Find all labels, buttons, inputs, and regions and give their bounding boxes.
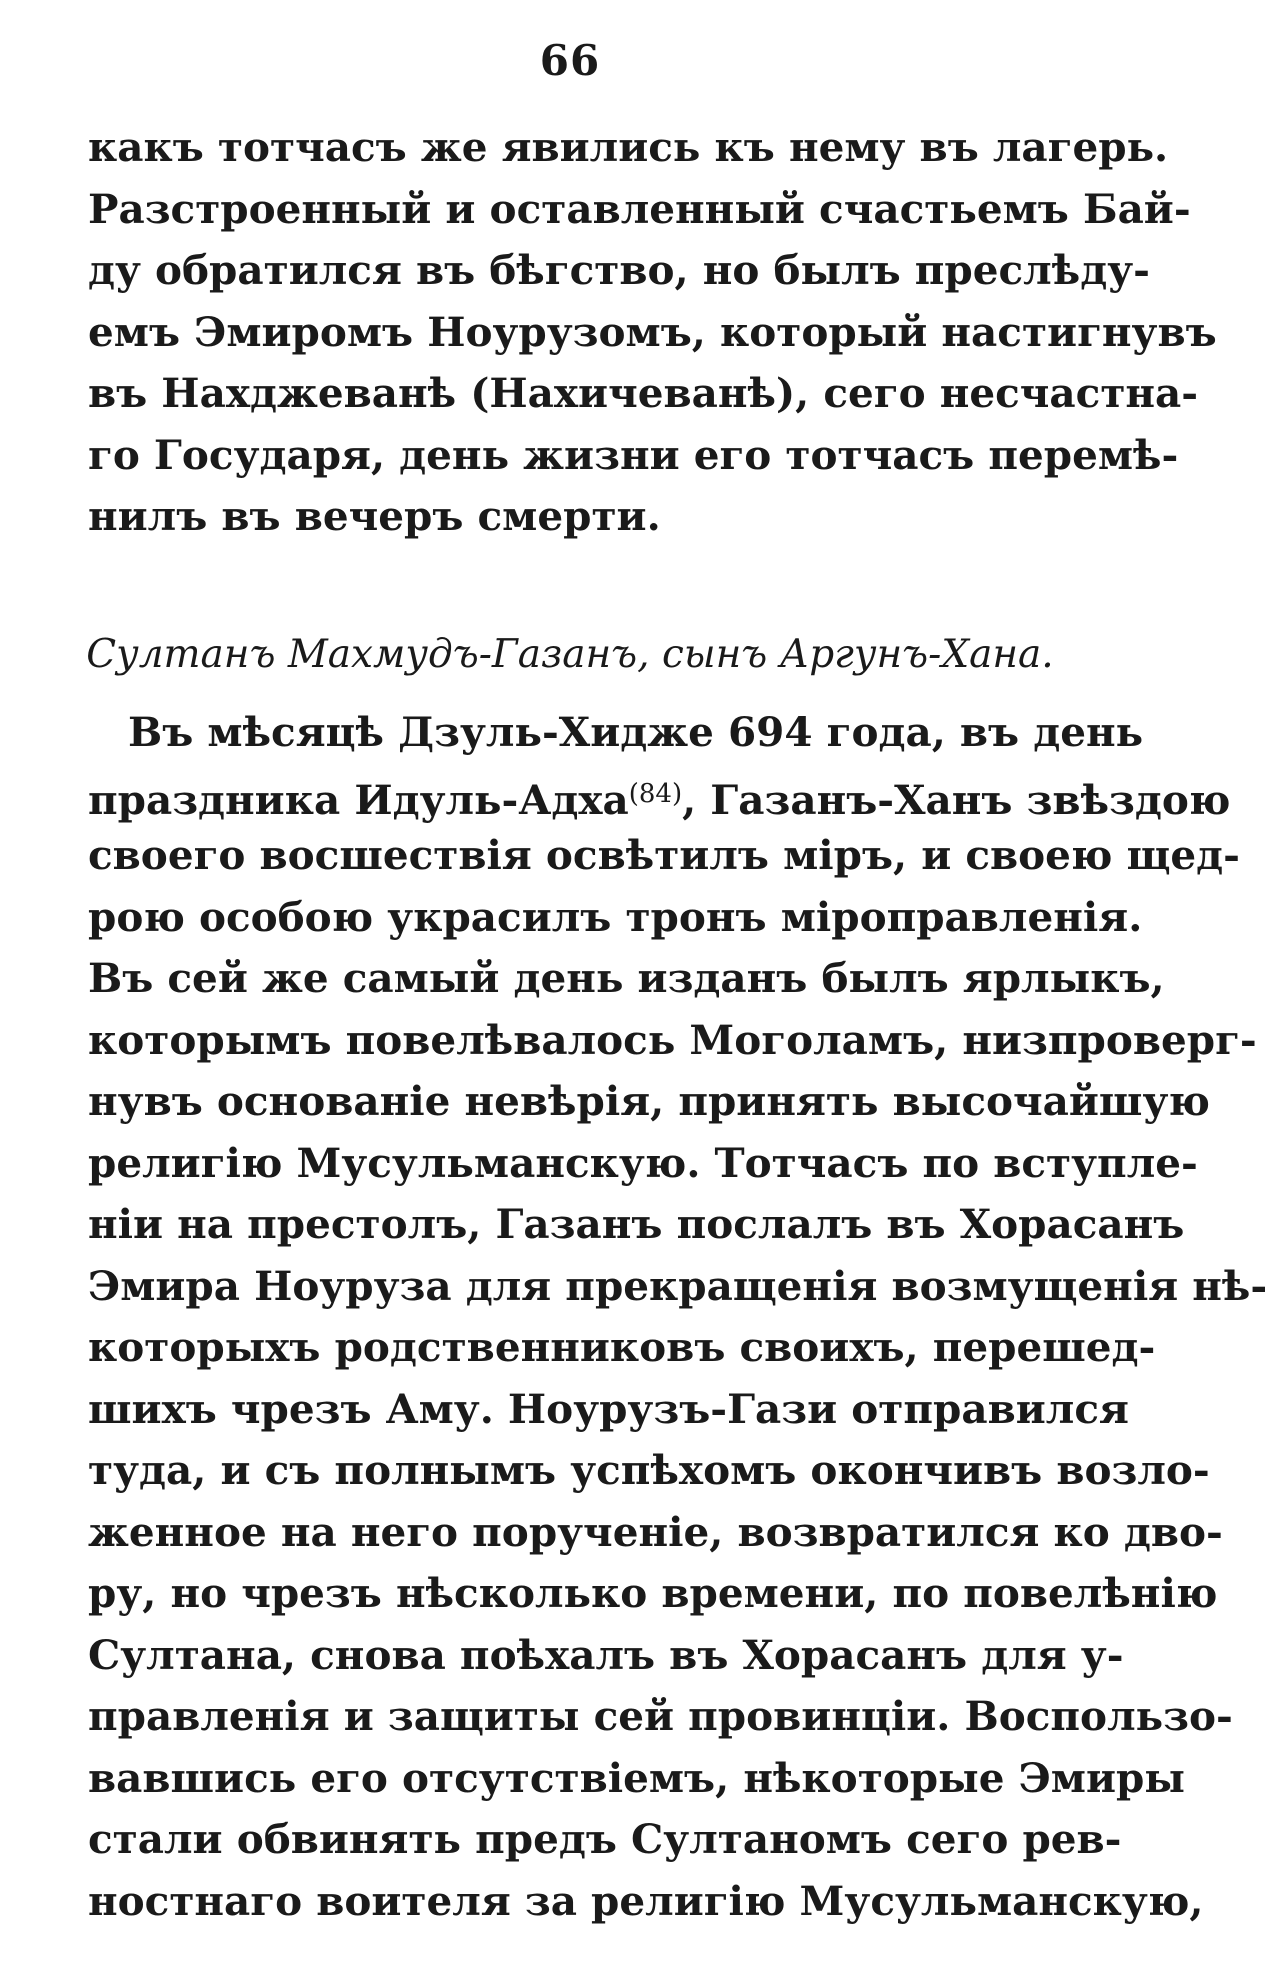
text-line: въ Нахджеванѣ (Нахичеванѣ), сего несчастна- <box>88 369 1199 417</box>
text-line: туда, и съ полнымъ успѣхомъ окончивъ возло- <box>88 1446 1210 1494</box>
text-line: Въ мѣсяцѣ Дзуль-Хидже 694 года, въ день <box>128 708 1144 756</box>
text-line: какъ тотчасъ же явились къ нему въ лагерь. <box>88 123 1169 171</box>
text-line: стали обвинять предъ Султаномъ сего рев- <box>88 1815 1122 1863</box>
text-line: своего восшествія освѣтилъ міръ, и своею щед- <box>88 831 1240 879</box>
text-line: нилъ въ вечеръ смерти. <box>88 492 661 540</box>
text-line: рою особою украсилъ тронъ міроправленія. <box>88 892 1143 941</box>
main-paragraph <box>88 702 1267 1932</box>
text-line: ру, но чрезъ нѣсколько времени, по повелѣнію <box>88 1569 1218 1617</box>
top-paragraph <box>88 117 1217 548</box>
text-line: ніи на престолъ, Газанъ послалъ въ Хорасанъ <box>88 1200 1185 1248</box>
text-line: ду обратился въ бѣгство, но былъ преслѣду- <box>88 246 1150 294</box>
text-line: шихъ чрезъ Аму. Ноурузъ-Гази отправился <box>88 1384 1129 1433</box>
text-fragment: , Газанъ-Ханъ звѣздою <box>682 775 1231 824</box>
text-fragment: праздника Идуль-Адха <box>88 775 629 824</box>
text-line: которымъ повелѣвалось Моголамъ, низпроверг- <box>88 1015 1257 1064</box>
text-line: нувъ основаніе невѣрія, принять высочайшую <box>88 1077 1210 1125</box>
text-line: емъ Эмиромъ Ноурузомъ, который настигнувъ <box>88 307 1217 356</box>
text-line: женное на него порученіе, возвратился ко дво- <box>88 1507 1223 1556</box>
text-line: Разстроенный и оставленный счастьемъ Бай- <box>88 184 1191 233</box>
section-heading: Султанъ Махмудъ-Газанъ, сынъ Аргунъ-Хана. <box>86 632 1054 677</box>
text-line-with-footnote <box>88 764 1231 826</box>
text-line: правленія и защиты сей провинціи. Воспользо- <box>88 1692 1233 1740</box>
text-line: Султана, снова поѣхалъ въ Хорасанъ для у- <box>88 1630 1124 1679</box>
text-line: ностнаго воителя за религію Мусульманскую, <box>88 1876 1204 1925</box>
text-line: го Государя, день жизни его тотчасъ перемѣ- <box>88 430 1179 479</box>
text-line: которыхъ родственниковъ своихъ, перешед- <box>88 1323 1156 1371</box>
footnote-reference[interactable]: (84) <box>628 778 683 809</box>
text-line: вавшись его отсутствіемъ, нѣкоторые Эмиры <box>88 1753 1185 1802</box>
page-number: 66 <box>539 36 601 85</box>
text-line: Эмира Ноуруза для прекращенія возмущенія нѣ- <box>88 1261 1267 1310</box>
text-line: Въ сей же самый день изданъ былъ ярлыкъ, <box>88 954 1165 1002</box>
text-line: религію Мусульманскую. Тотчасъ по вступле- <box>88 1138 1198 1187</box>
